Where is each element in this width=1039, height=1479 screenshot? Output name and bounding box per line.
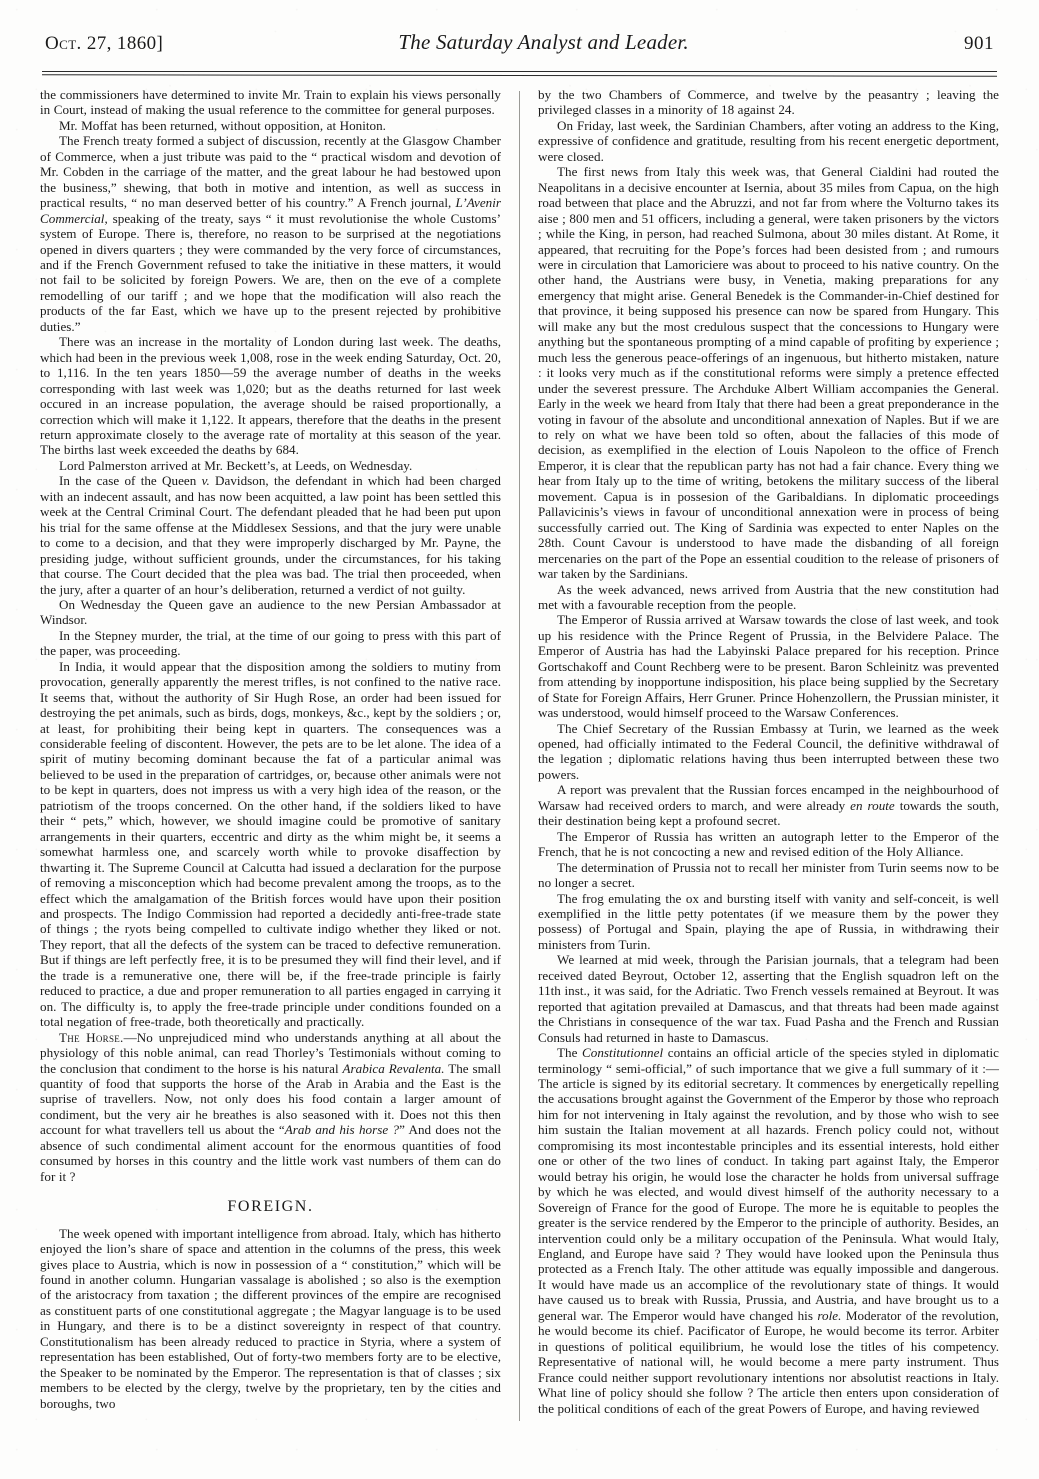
para-austria-constitution: As the week advanced, news arrived from Austria that the new constitution had met with a favourable reception from the people. bbox=[538, 581, 999, 612]
para-russian-forces bbox=[538, 782, 999, 828]
para-davidson-b: Davidson, the defendant in which had been charged with an indecent assault, and has now been acquitted, a law point has been settled this week at the Central Criminal Court. The defendant pleaded that he had been put upon his trial for the same offense at the Middlesex Sessions, and that the jury were unable to come to a decision, and that they were improperly discharged by Mr. Payne, the presiding judge, without sufficient grounds, under the circumstances, for his taking that course. The Court decided that the plea was bad. The trial then proceeded, when the jury, after a quarter of an hour’s deliberation, returned a verdict of not guilty. bbox=[40, 473, 501, 597]
page-number: 901 bbox=[964, 33, 994, 54]
para-horse-b: The small quantity of food that supports the horse of the Arab in Arabia and the East is the suprise of travellers. Now, not only does his food contain a larger amount of condiment, but the very air he breathes is also seasoned with it. Does not this then account for what travellers tell us about the “ bbox=[40, 1060, 501, 1138]
para-constitutionnel-a: The bbox=[556, 1045, 583, 1061]
para-french-treaty-b: speaking of the treaty, says “ it must revolutionise the whole Customs’ system of Europe. There is, therefore, no reason to be surprised at the negotiations opened in divers quarters ; they were commanded by the very force of circumstances, and if the French Government refused to take the initiative in these matters, it would not fail to be solicited by foreign Powers. We are, then on the eve of a complete remodelling of our tariff ; and we hope that the modification will also reach the products of the far East, which we have up to the present rejected by prohibitive duties.” bbox=[40, 210, 501, 334]
para-moffat: Mr. Moffat has been returned, without opposition, at Honiton. bbox=[58, 117, 386, 133]
para-parisian-journals: We learned at mid week, through the Parisian journals, that a telegram had been received dated Beyrout, October 12, asserting that the English squadron left on the 11th inst., it was said, for the Adriatic. Two French vessels remained at Beyrout. It was reported that agitation prevailed at Damascus, and that threats had been made against the Christians in consequence of the war tax. Fuad Pasha and the French and Russian Consuls had returned in haste to Damascus. bbox=[538, 952, 999, 1045]
para-stepney-murder: In the Stepney murder, the trial, at the time of our going to press with this part of the paper, was proceeding. bbox=[40, 627, 501, 659]
para-the-horse bbox=[40, 1030, 501, 1185]
para-mortality: There was an increase in the mortality of London during last week. The deaths, which had been in the previous week 1,008, rose in the week ending Saturday, Oct. 20, to 1,116. In the ten years 1850—59 the average number of deaths in the weeks corresponding with last week was 1,020; but as the deaths returned for last week occured in an increase population, the average should be raised proportionally, a correction which will make it 1,122. It appears, therefore that the deaths in the present return approximate closely to the average rate of mortality at this season of the year. The births last week exceeded the deaths by 684. bbox=[40, 334, 501, 458]
para-foreign-opening: The week opened with important intelligence from abroad. Italy, which has hitherto enjoyed the lion’s share of space and attention in the columns of the press, this week gives place to Austria, which is now in possession of a “ constitution,” which will be found in another column. Hungarian vassalage is abolished ; so also is the exemption of the aristocracy from taxation ; the different provinces of the empire are recognised as constituent parts of one constitutional aggregate ; the Magyar language is to be used in Hungary, and there is to be a distinct sovereignty in respect of that country. Constitutionalism has been already reduced to practice in Styria, where a system of representation has been established, Out of forty-two members forty are to be elective, the Speaker to be nominated by the Emperor. The representation is that of classes ; six members to be elected by the clergy, twelve by the proprietary, ten by the cities and boroughs, two bbox=[40, 1225, 501, 1411]
masthead-date-text: Oct. 27, 1860] bbox=[45, 33, 164, 54]
role-italic: role. bbox=[817, 1307, 842, 1323]
para-constitutionnel bbox=[538, 1045, 999, 1416]
para-davidson-a: In the case of the Queen bbox=[58, 473, 202, 489]
para-persian-ambassador: On Wednesday the Queen gave an audience to the new Persian Ambassador at Windsor. bbox=[40, 596, 501, 628]
para-french-treaty-a: The French treaty formed a subject of discussion, recently at the Glasgow Chamber of Commerce, when a just tribute was paid to the “ practical wisdom and devotion of Mr. Cobden in the carriage of the matter, and the great labour he had bestowed upon the business,” shewing, that both in motive and intention, as well as success in practical results, “ no man deserved better of his country.” A French journal, bbox=[40, 133, 501, 211]
left-column bbox=[40, 87, 510, 1472]
para-queen-v-davidson bbox=[40, 473, 501, 597]
para-sardinian-chambers: On Friday, last week, the Sardinian Chambers, after voting an address to the King, expressive of confidence and gratitude, resulting from his recent energetic deportment, were closed. bbox=[538, 117, 999, 164]
para-india: In India, it would appear that the disposition among the soldiers to mutiny from provocation, generally apparently the merest trifles, is not confined to the native race. It seems that, without the authority of Sir Hugh Rose, an order had been issued for destroying the pet animals, such as birds, dogs, monkeys, &c., kept by the soldiers ; or, at least, for prohibiting their being kept in quarters. The consequences was a considerable feeling of discontent. However, the pets are to be let alone. The idea of a spirit of mutiny becoming dominant because the fat of a particular animal was believed to be used in the preparation of cartridges, or, because other animals were not to be kept in quarters, does not impress us with a very high idea of the reason, or the patriotism of the troops concerned. On the other hand, if the soldiers liked to have their “ pets,” which, however, we should imagine could be promotive of sanitary arrangements in their quarters, eccentric and dirty as the whim might be, it seems a somewhat harmless one, and scarcely worth while to provoke disaffection by thwarting it. The Supreme Council at Calcutta had issued a declaration for the purpose of removing a misconception which had become prevalent among the troops, as to the effect which the amalgamation of the British forces would have upon their position and prospects. The Indigo Commission had reported a decidedly anti-free-trade state of things ; the ryots being compelled to cultivate indigo whether they liked or not. They report, that all the defects of the system can be traced to defective remuneration. But if things are left perfectly free, it is to be presumed they will find their level, and if the trade is a remunerative one, there will be, if the free-trade principle is fairly reduced to practice, a due and proper remuneration to all parties engaged in carrying it on. The difficulty is, to apply the free-trade principle under conditions founded on a total negation of free-trade, both theoretically and practically. bbox=[40, 658, 501, 1030]
para-prussia-minister: The determination of Prussia not to recall her minister from Turin seems now to be no longer a secret. bbox=[538, 859, 999, 891]
column-gutter bbox=[510, 87, 529, 1472]
column-container bbox=[40, 87, 999, 1472]
journal-name-italic: L’Avenir Commercial, bbox=[40, 195, 501, 226]
masthead-date bbox=[45, 33, 163, 55]
para-french-treaty bbox=[40, 133, 501, 334]
en-route-italic: en route bbox=[850, 797, 895, 813]
para-frog-ox: The frog emulating the ox and bursting itself with vanity and self-conceit, is well exemplified in the little petty potentates (if we measure them by the power they possess) of Portugal and Spain, playing the ape of Russia, in withdrawing their ministers from Turin. bbox=[538, 890, 999, 952]
para-italy-news: The first news from Italy this week was, that General Cialdini had routed the Neapolitans in a decisive encounter at Isernia, about 35 miles from Capua, on the high road between that place and the Abruzzi, and not far from where the Volturno takes its aise ; 800 men and 51 officers, including a general, were taken prisoners by the victors ; while the King, in person, had reached Sulmona, about 30 miles distant. At Rome, it appeared, that recruiting for the Pope’s forces had been desisted from ; and rumours were in circulation that Lamoriciere was about to proceed to his native country. On the other hand, the Austrians were busy, in Venetia, making preparations for any emergency that might arise. General Benedek is the Commander-in-Chief destined for that province, it being supposed his presence can now be spared from Hungary. This will make any but the most credulous suspect that the concessions to Hungary were anything but the spontaneous prompting of a mind capable of profiting by experience ; much less the generous peace-offerings of an ingenuous, but hitherto mistaken, nature : it looks very much as if the constitutional reforms were simply a pretence effected under the severest pressure. The Archduke Albert William accompanies the General. Early in the week we heard from Italy that there had been a great preponderance in the voting in favour of the absolute and unconditional annexation of Naples. But if we are to rely on what we have been told so often, about the fallacies of this mode of decision, as exemplified in the election of Louis Napoleon to the office of French Emperor, it is clear that the republican party has not had a fair chance. Every thing we hear from Italy up to the time of writing, betokens the military success of the liberal movement. Capua is in possesion of the Garibaldians. In diplomatic proceedings Pallavicinis’s views in favour of unconditional annexation were in process of being successfully carried out. The King of Sardinia was expected to enter Naples on the 28th. Count Cavour is understood to have made the disbanding of all foreign mercenaries on the part of the Pope an essential coudition to the release of prisoners of war taken by the Sardinians. bbox=[538, 164, 999, 582]
publication-title: The Saturday Analyst and Leader. bbox=[398, 30, 689, 54]
para-emperor-russia-warsaw: The Emperor of Russia arrived at Warsaw towards the close of last week, and took up his residence with the Prince Regent of Prussia, in the Belvidere Palace. The Emperor of Austria has had the Labyinski Palace prepared for his reception. Prince Gortschakoff and Count Rechberg were to be present. Baron Schleinitz was prevented from attending by inopportune indisposition, his place being supplied by the Secretary of State for Foreign Affairs, Herr Gruner. Prince Hohenzollern, the Prussian minister, it was understood, would himself proceed to the Warsaw Conferences. bbox=[538, 612, 999, 721]
para-horse-c: ” And does not the absence of such condimental aliment account for the enormous quantities of food consumed by horses in this country and the little work vast numbers of them can do for it ? bbox=[40, 1122, 501, 1184]
column-divider-rule bbox=[519, 91, 520, 1421]
right-column bbox=[529, 87, 999, 1472]
arab-and-his-horse-italic: Arab and his horse ? bbox=[284, 1122, 400, 1138]
para-russian-embassy-turin: The Chief Secretary of the Russian Embassy at Turin, we learned as the week opened, had officially intimated to the Federal Council, the definitive withdrawal of the legation ; diplomatic relations having thus been interrupted between these two powers. bbox=[538, 720, 999, 782]
arabica-revalenta-italic: Arabica Revalenta. bbox=[342, 1060, 445, 1076]
para-palmerston: Lord Palmerston arrived at Mr. Beckett’s, at Leeds, on Wednesday. bbox=[58, 457, 413, 473]
para-russian-forces-a: A report was prevalent that the Russian forces encamped in the neighbourhood of Warsaw had received orders to march, and were already bbox=[538, 782, 999, 813]
constitutionnel-italic: Constitutionnel bbox=[582, 1045, 664, 1061]
para-commissioners: the commissioners have determined to invite Mr. Train to explain his views personally in Court, instead of making the usual reference to the committee for general purposes. bbox=[40, 87, 501, 118]
para-chambers-continued: by the two Chambers of Commerce, and twelve by the peasantry ; leaving the privileged classes in a minority of 18 against 24. bbox=[538, 87, 999, 118]
para-russian-forces-b: towards the south, their destination being kept a profound secret. bbox=[538, 797, 999, 829]
para-autograph-letter: The Emperor of Russia has written an autograph letter to the Emperor of the French, that he is not concocting a new and revised edition of the Holy Alliance. bbox=[538, 828, 999, 860]
para-constitutionnel-b: contains an official article of the species styled in diplomatic terminology “ semi-official,” of such importance that we give a full summary of it :—The article is signed by its editorial secretary. It commences by energetically repelling the accusations brought against the Government of the Emperor by those who reproach him for not intervening in Italy against the revolution, and by those who wish to see him sustain the Italian movement at all hazards. French policy could not, without compromising its most incontestable principles and its essential interests, hold either one or other of the two lines of conduct. In taking part against Italy, the Emperor would betray his origin, he would lose the character he holds from universal suffrage by which he was elected, and would divest himself of the authority necessary to a Sovereign of France for the good of Europe. The more he is equitable to peoples the greater is the service rendered by the Emperor to the principle of authority. Besides, an intervention could only be a military occupation of the Peninsula. What would Italy, England, and Europe have said ? They would have looked upon the Peninsula thus protected as a French Italy. The other attitude was equally impossible and dangerous. It would have made us an accomplice of the revolutionary state of things. It would have caused us to break with Russia, Prussia, and Austria, and have brought us to a general war. The Emperor would have changed his bbox=[538, 1045, 999, 1323]
para-horse-a: —No unprejudiced mind who understands anything at all about the physiology of this noble animal, can read Thorley’s Testimonials without coming to the conclusion that condiment to the horse is his natural bbox=[40, 1029, 501, 1076]
versus-italic: v. bbox=[201, 473, 210, 489]
the-horse-heading: The Horse. bbox=[58, 1029, 124, 1045]
rule-bottom bbox=[42, 74, 997, 77]
para-constitutionnel-c: Moderator of the revolution, he would become its chief. Pacificator of Europe, he would become its terror. Arbiter in questions of political equilibrium, he would lose the titles of his competency. Representative of national will, he would become a mere party instrument. Thus France could neither support revolutionary intentions nor absolutist reactions in Italy. What line of policy should she follow ? The article then enters upon consideration of the political conditions of each of the great Powers of Europe, and having reviewed bbox=[538, 1307, 999, 1416]
masthead-rules bbox=[42, 71, 997, 77]
rule-top bbox=[42, 71, 997, 72]
section-heading-foreign: FOREIGN. bbox=[227, 1198, 314, 1216]
masthead bbox=[40, 30, 999, 68]
